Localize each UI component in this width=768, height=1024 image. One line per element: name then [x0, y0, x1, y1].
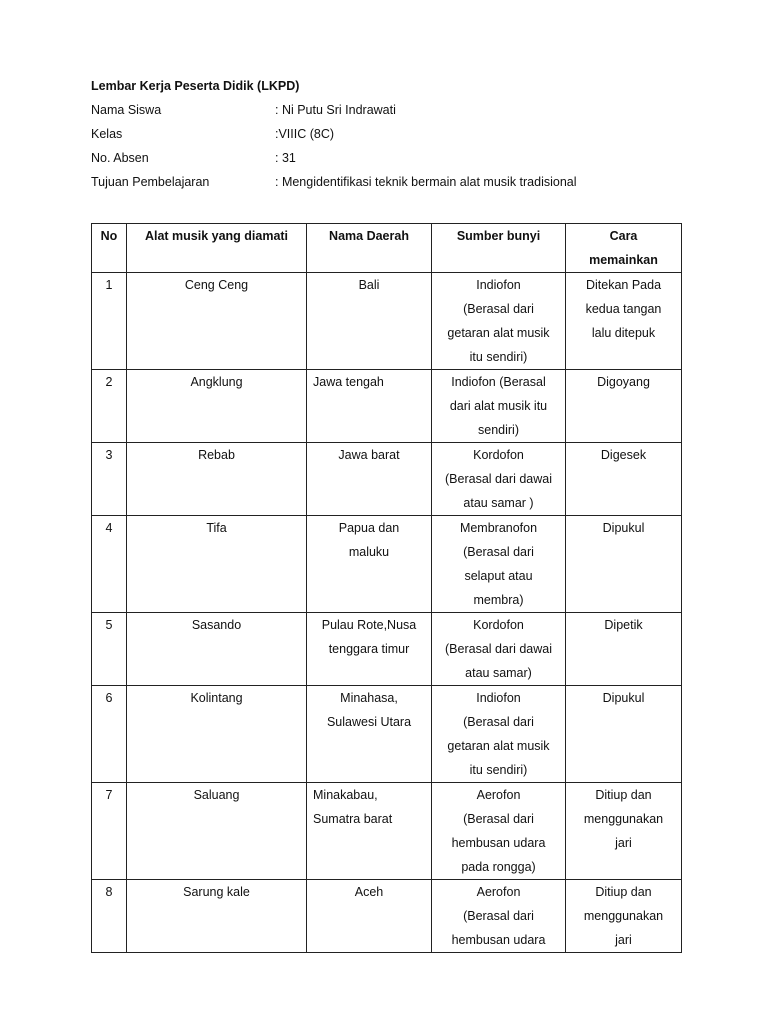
- cell-method-line: lalu ditepuk: [591, 326, 656, 340]
- cell-region-line: Bali: [358, 278, 380, 292]
- cell-source-line: Kordofon: [473, 448, 524, 462]
- cell-source: [432, 880, 566, 953]
- cell-region: [307, 880, 432, 953]
- cell-instrument: Saluang: [127, 783, 307, 880]
- cell-region-line: maluku: [348, 545, 390, 559]
- cell-method: [566, 613, 682, 686]
- cell-region-line: Pulau Rote,Nusa: [321, 618, 417, 632]
- cell-source-line: (Berasal dari: [463, 545, 534, 559]
- cell-source-line: (Berasal dari: [463, 302, 534, 316]
- field-label: Nama Siswa: [91, 103, 162, 117]
- cell-source-line: selaput atau: [464, 569, 533, 583]
- cell-source-line: getaran alat musik: [447, 326, 550, 340]
- cell-method-line: kedua tangan: [585, 302, 662, 316]
- cell-source-line: Indiofon (Berasal: [451, 375, 546, 389]
- cell-method-line: jari: [615, 933, 632, 947]
- cell-instrument: Rebab: [127, 443, 307, 516]
- table-header-row: [92, 224, 682, 273]
- cell-source-line: Membranofon: [459, 521, 538, 535]
- field-label: No. Absen: [91, 151, 149, 165]
- cell-region-line: tenggara timur: [328, 642, 410, 656]
- cell-no: 5: [92, 613, 127, 686]
- cell-region: [307, 370, 432, 443]
- cell-region-line: Jawa barat: [338, 448, 400, 462]
- cell-region: [307, 273, 432, 370]
- field-label: Tujuan Pembelajaran: [91, 175, 210, 189]
- cell-instrument: Tifa: [127, 516, 307, 613]
- cell-method: [566, 443, 682, 516]
- cell-source-line: pada rongga): [461, 860, 536, 874]
- cell-instrument: Kolintang: [127, 686, 307, 783]
- cell-method: [566, 783, 682, 880]
- cell-source: [432, 370, 566, 443]
- cell-method-line: Ditekan Pada: [585, 278, 662, 292]
- table-row: [92, 370, 682, 443]
- cell-instrument: Angklung: [127, 370, 307, 443]
- cell-source-line: (Berasal dari: [463, 909, 534, 923]
- cell-source-line: atau samar ): [463, 496, 534, 510]
- cell-region-line: Jawa tengah: [313, 375, 384, 389]
- cell-source-line: Aerofon: [476, 885, 521, 899]
- cell-source: [432, 516, 566, 613]
- field-value: :VIIIC (8C): [275, 127, 335, 141]
- cell-source-line: hembusan udara: [451, 933, 546, 947]
- cell-no: 2: [92, 370, 127, 443]
- field-value: : Mengidentifikasi teknik bermain alat musik tradisional: [275, 175, 577, 189]
- field-label: Kelas: [91, 127, 123, 141]
- cell-method-line: Digesek: [600, 448, 647, 462]
- table-row: [92, 783, 682, 880]
- cell-source-line: dari alat musik itu: [449, 399, 548, 413]
- cell-source-line: Indiofon: [476, 691, 521, 705]
- cell-region-line: Minakabau,: [313, 788, 378, 802]
- header-no: No: [92, 224, 127, 273]
- cell-source-line: (Berasal dari: [463, 812, 534, 826]
- cell-method-line: Dipukul: [602, 521, 645, 535]
- cell-no: 1: [92, 273, 127, 370]
- cell-source: [432, 613, 566, 686]
- cell-region-line: Minahasa,: [340, 691, 398, 705]
- cell-method: [566, 686, 682, 783]
- cell-method-line: Ditiup dan: [595, 788, 652, 802]
- instrument-table: [91, 223, 682, 953]
- cell-method-line: Digoyang: [597, 375, 650, 389]
- cell-method: [566, 370, 682, 443]
- table-row: [92, 880, 682, 953]
- cell-region-line: Sumatra barat: [313, 812, 393, 826]
- table-row: [92, 273, 682, 370]
- cell-region: [307, 686, 432, 783]
- header-method-line: memainkan: [589, 253, 658, 267]
- header-method: [566, 224, 682, 273]
- cell-no: 6: [92, 686, 127, 783]
- cell-source: [432, 686, 566, 783]
- header-source: Sumber bunyi: [432, 224, 566, 273]
- cell-method: [566, 516, 682, 613]
- cell-source-line: Indiofon: [476, 278, 521, 292]
- cell-source-line: (Berasal dari: [463, 715, 534, 729]
- cell-region: [307, 613, 432, 686]
- cell-source-line: atau samar): [465, 666, 532, 680]
- table-row: [92, 516, 682, 613]
- cell-source-line: (Berasal dari dawai: [445, 642, 552, 656]
- cell-region: [307, 443, 432, 516]
- cell-instrument: Ceng Ceng: [127, 273, 307, 370]
- cell-region: [307, 516, 432, 613]
- cell-source-line: sendiri): [478, 423, 519, 437]
- cell-source: [432, 443, 566, 516]
- field-value: : 31: [275, 151, 296, 165]
- table-row: [92, 443, 682, 516]
- cell-method-line: Dipetik: [604, 618, 643, 632]
- cell-method: [566, 273, 682, 370]
- cell-no: 7: [92, 783, 127, 880]
- cell-source-line: hembusan udara: [451, 836, 546, 850]
- cell-method-line: Ditiup dan: [595, 885, 652, 899]
- cell-no: 3: [92, 443, 127, 516]
- table-body: [92, 273, 682, 953]
- table-row: [92, 686, 682, 783]
- cell-source-line: Aerofon: [476, 788, 521, 802]
- cell-source-line: Kordofon: [473, 618, 524, 632]
- cell-source-line: (Berasal dari dawai: [445, 472, 552, 486]
- cell-method-line: menggunakan: [583, 909, 664, 923]
- cell-source-line: membra): [473, 593, 524, 607]
- cell-no: 8: [92, 880, 127, 953]
- cell-source-line: getaran alat musik: [447, 739, 550, 753]
- cell-source-line: itu sendiri): [469, 763, 528, 777]
- cell-method-line: Dipukul: [602, 691, 645, 705]
- cell-source: [432, 273, 566, 370]
- cell-method: [566, 880, 682, 953]
- cell-region-line: Papua dan: [338, 521, 400, 535]
- header-instrument: Alat musik yang diamati: [127, 224, 307, 273]
- header-method-line: Cara: [609, 229, 638, 243]
- table-row: [92, 613, 682, 686]
- cell-source: [432, 783, 566, 880]
- cell-instrument: Sarung kale: [127, 880, 307, 953]
- document-title: Lembar Kerja Peserta Didik (LKPD): [91, 79, 300, 93]
- cell-region: [307, 783, 432, 880]
- cell-region-line: Aceh: [354, 885, 384, 899]
- cell-source-line: itu sendiri): [469, 350, 528, 364]
- cell-no: 4: [92, 516, 127, 613]
- header-region: Nama Daerah: [307, 224, 432, 273]
- cell-region-line: Sulawesi Utara: [326, 715, 412, 729]
- cell-method-line: menggunakan: [583, 812, 664, 826]
- cell-instrument: Sasando: [127, 613, 307, 686]
- cell-method-line: jari: [615, 836, 632, 850]
- field-value: : Ni Putu Sri Indrawati: [275, 103, 396, 117]
